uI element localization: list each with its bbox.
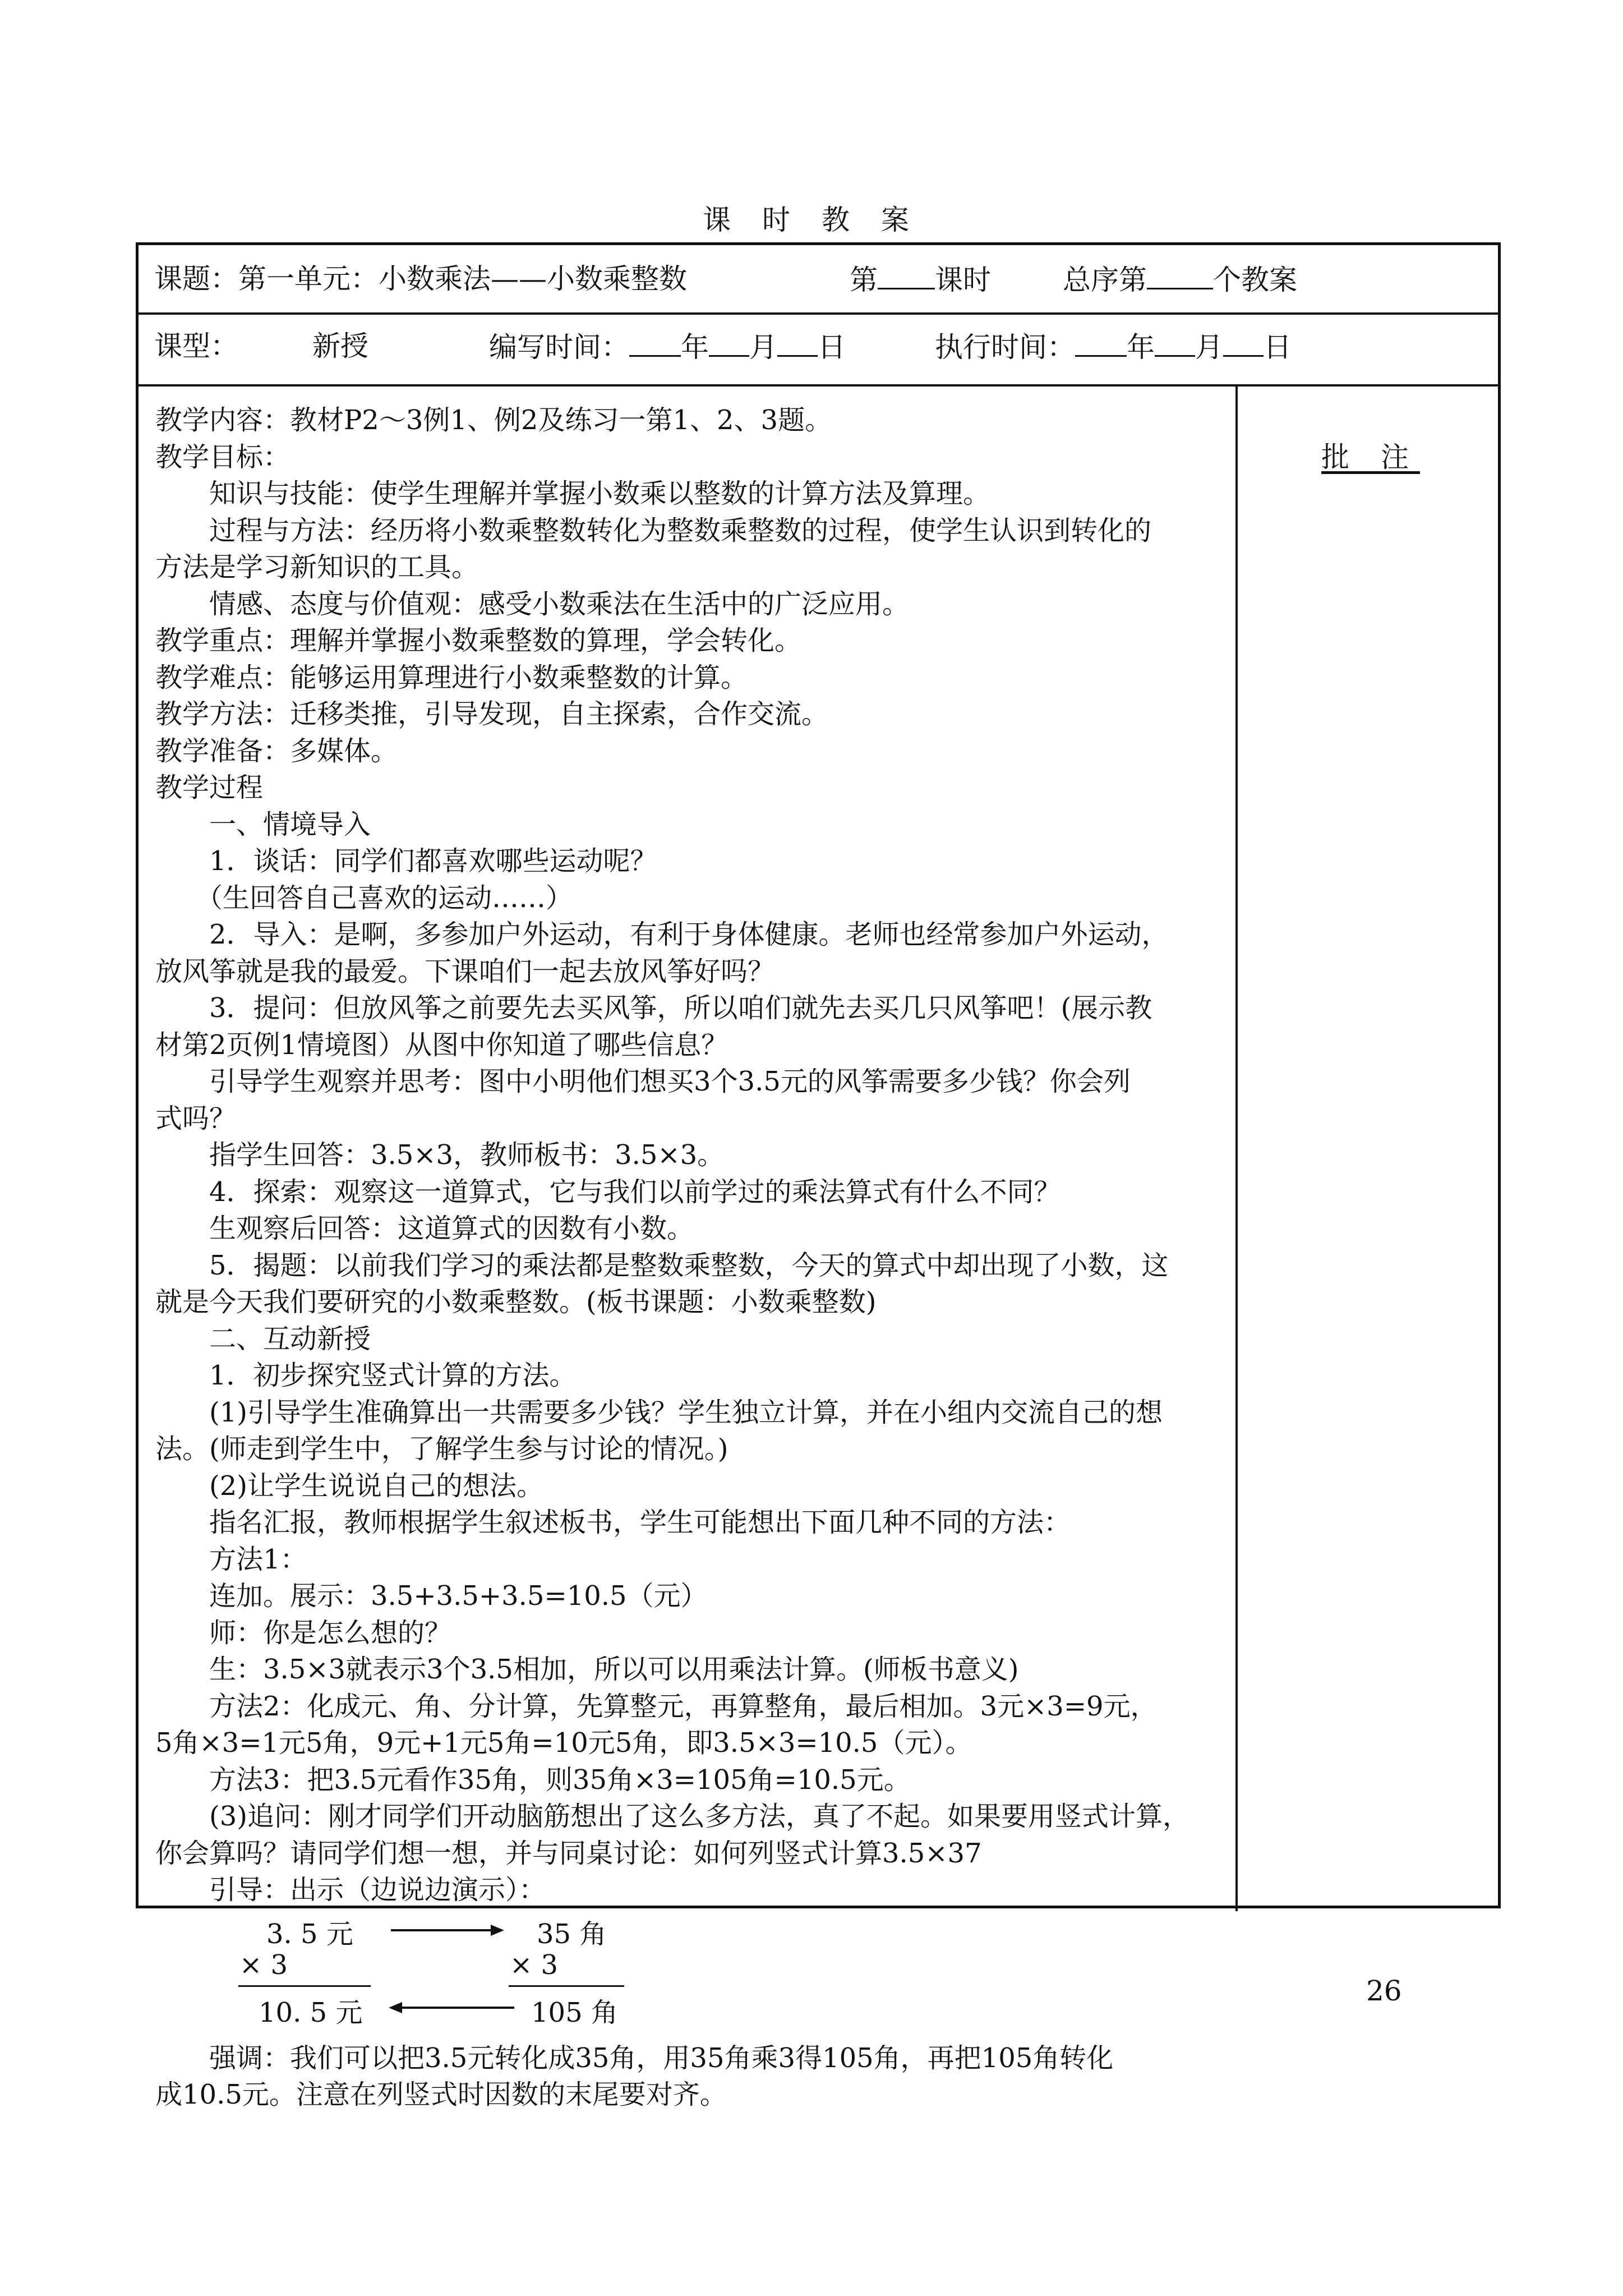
content-line: 法。(师走到学生中，了解学生参与讨论的情况。): [155, 1433, 728, 1465]
write-year-blank: [629, 330, 681, 357]
lesson-number-blank: [878, 263, 935, 289]
exec-month-blank: [1155, 330, 1195, 357]
total-prefix: 总序第: [1063, 264, 1147, 296]
write-time-field: [489, 330, 846, 363]
write-time-label: 编写时间：: [489, 331, 629, 364]
arrow-left-icon: [155, 1909, 156, 1910]
calc-left-top: 3. 5 元: [266, 1918, 353, 1950]
content-line: 你会算吗？请同学们想一想，并与同桌讨论：如何列竖式计算3.5×37: [155, 1837, 982, 1869]
type-label: 课型：: [154, 330, 238, 362]
content-line: 一、情境导入: [209, 808, 371, 840]
type-value: 新授: [312, 330, 368, 362]
write-day: 日: [818, 331, 846, 364]
lesson-number-field: [850, 263, 991, 296]
content-line: 成10.5元。注意在列竖式时因数的末尾要对齐。: [155, 2079, 727, 2110]
content-line: 二、互动新授: [209, 1323, 371, 1355]
calc-left-rule: [238, 1985, 371, 1987]
total-suffix: 个教案: [1213, 264, 1297, 296]
content-line: 5角×3=1元5角，9元+1元5角=10元5角，即3.5×3=10.5（元）。: [155, 1727, 972, 1759]
write-year: 年: [681, 331, 709, 364]
content-line: 3．提问：但放风筝之前要先去买风筝，所以咱们就先去买几只风筝吧！(展示教: [209, 992, 1152, 1024]
exec-year: 年: [1127, 331, 1155, 364]
write-day-blank: [777, 330, 818, 357]
content-line: 强调：我们可以把3.5元转化成35角，用35角乘3得105角，再把105角转化: [209, 2042, 1114, 2074]
header-row-topic: [139, 245, 1498, 315]
content-line: 教学难点：能够运用算理进行小数乘整数的计算。: [155, 661, 748, 693]
content-line: 放风筝就是我的最爱。下课咱们一起去放风筝好吗？: [155, 955, 775, 987]
content-line: 1．谈话：同学们都喜欢哪些运动呢？: [209, 845, 657, 877]
content-line: （生回答自己喜欢的运动……）: [196, 882, 573, 914]
content-line: 生观察后回答：这道算式的因数有小数。: [209, 1213, 694, 1244]
header-row-type: [139, 312, 1498, 386]
content-line: 知识与技能：使学生理解并掌握小数乘以整数的计算方法及算理。: [209, 478, 990, 509]
exec-year-blank: [1075, 330, 1127, 357]
content-line: 生：3.5×3就表示3个3.5相加，所以可以用乘法计算。(师板书意义): [209, 1654, 1019, 1685]
page-number: 26: [1366, 1975, 1402, 2007]
content-line: 式吗？: [155, 1102, 237, 1134]
content-line: 教学过程: [155, 772, 264, 803]
content-line: (3)追问：刚才同学们开动脑筋想出了这么多方法，真了不起。如果要用竖式计算，: [209, 1801, 1189, 1832]
lesson-content-column: [139, 384, 1238, 2110]
content-line: (2)让学生说说自己的想法。: [209, 1470, 543, 1502]
content-line: 教学内容：教材P2～3例1、例2及练习一第1、2、3题。: [155, 404, 832, 436]
content-line: 就是今天我们要研究的小数乘整数。(板书课题：小数乘整数): [155, 1286, 877, 1318]
content-line: 情感、态度与价值观：感受小数乘法在生活中的广泛应用。: [209, 588, 910, 620]
topic-text: 课题：第一单元：小数乘法——小数乘整数: [154, 263, 687, 295]
content-line: 2．导入：是啊，多参加户外运动，有利于身体健康。老师也经常参加户外运动，: [209, 919, 1169, 950]
exec-day: 日: [1264, 331, 1292, 364]
calc-right-result: 105 角: [531, 1996, 618, 2028]
vertical-calculation-diagram: [155, 1909, 1224, 2040]
content-line: 方法2：化成元、角、分计算，先算整元，再算整角，最后相加。3元×3=9元，: [209, 1690, 1158, 1722]
notes-column: [1238, 384, 1504, 1911]
content-line: 连加。展示：3.5+3.5+3.5=10.5（元）: [209, 1580, 708, 1612]
total-number-blank: [1147, 263, 1213, 289]
content-line: 4．探索：观察这一道算式，它与我们以前学过的乘法算式有什么不同？: [209, 1176, 1061, 1208]
content-line: (1)引导学生准确算出一共需要多少钱？学生独立计算，并在小组内交流自己的想: [209, 1396, 1163, 1428]
write-month-blank: [709, 330, 749, 357]
calc-right-multiplier: × 3: [510, 1949, 559, 1981]
lesson-prefix: 第: [850, 264, 878, 296]
calc-left-multiplier: × 3: [239, 1949, 288, 1981]
content-line: 1．初步探究竖式计算的方法。: [209, 1360, 577, 1391]
notes-label: 批 注: [1321, 441, 1420, 473]
content-line: 方法是学习新知识的工具。: [155, 551, 479, 583]
content-line: 指学生回答：3.5×3，教师板书：3.5×3。: [209, 1139, 725, 1171]
exec-month: 月: [1195, 331, 1223, 364]
exec-time-label: 执行时间：: [935, 331, 1075, 364]
content-line: 指名汇报，教师根据学生叙述板书，学生可能想出下面几种不同的方法：: [209, 1507, 1071, 1538]
content-line: 引导：出示（边说边演示）：: [209, 1874, 546, 1906]
exec-day-blank: [1223, 330, 1264, 357]
calc-right-rule: [509, 1985, 624, 1987]
content-line: 方法3：把3.5元看作35角，则35角×3=105角=10.5元。: [209, 1764, 911, 1796]
content-line: 5．揭题：以前我们学习的乘法都是整数乘整数，今天的算式中却出现了小数，这: [209, 1249, 1169, 1281]
content-line: 教学重点：理解并掌握小数乘整数的算理，学会转化。: [155, 625, 802, 656]
document-title: 课 时 教 案: [703, 204, 920, 236]
calc-right-top: 35 角: [537, 1918, 607, 1950]
lesson-content: [155, 402, 1224, 2114]
content-line: 教学方法：迁移类推，引导发现，自主探索，合作交流。: [155, 698, 829, 730]
content-line: 引导学生观察并思考：图中小明他们想买3个3.5元的风筝需要多少钱？你会列: [209, 1066, 1131, 1097]
content-line: 方法1：: [209, 1543, 307, 1575]
content-line: 教学目标：: [155, 441, 291, 473]
write-month: 月: [749, 331, 777, 364]
exec-time-field: [935, 330, 1292, 363]
calc-left-result: 10. 5 元: [259, 1996, 363, 2028]
lesson-suffix: 课时: [935, 264, 991, 296]
content-line: 材第2页例1情境图）从图中你知道了哪些信息？: [155, 1029, 728, 1061]
total-number-field: [1063, 263, 1297, 296]
content-line: 师：你是怎么想的？: [209, 1617, 452, 1649]
content-line: 过程与方法：经历将小数乘整数转化为整数乘整数的过程，使学生认识到转化的: [209, 514, 1152, 546]
content-line: 教学准备：多媒体。: [155, 735, 398, 767]
